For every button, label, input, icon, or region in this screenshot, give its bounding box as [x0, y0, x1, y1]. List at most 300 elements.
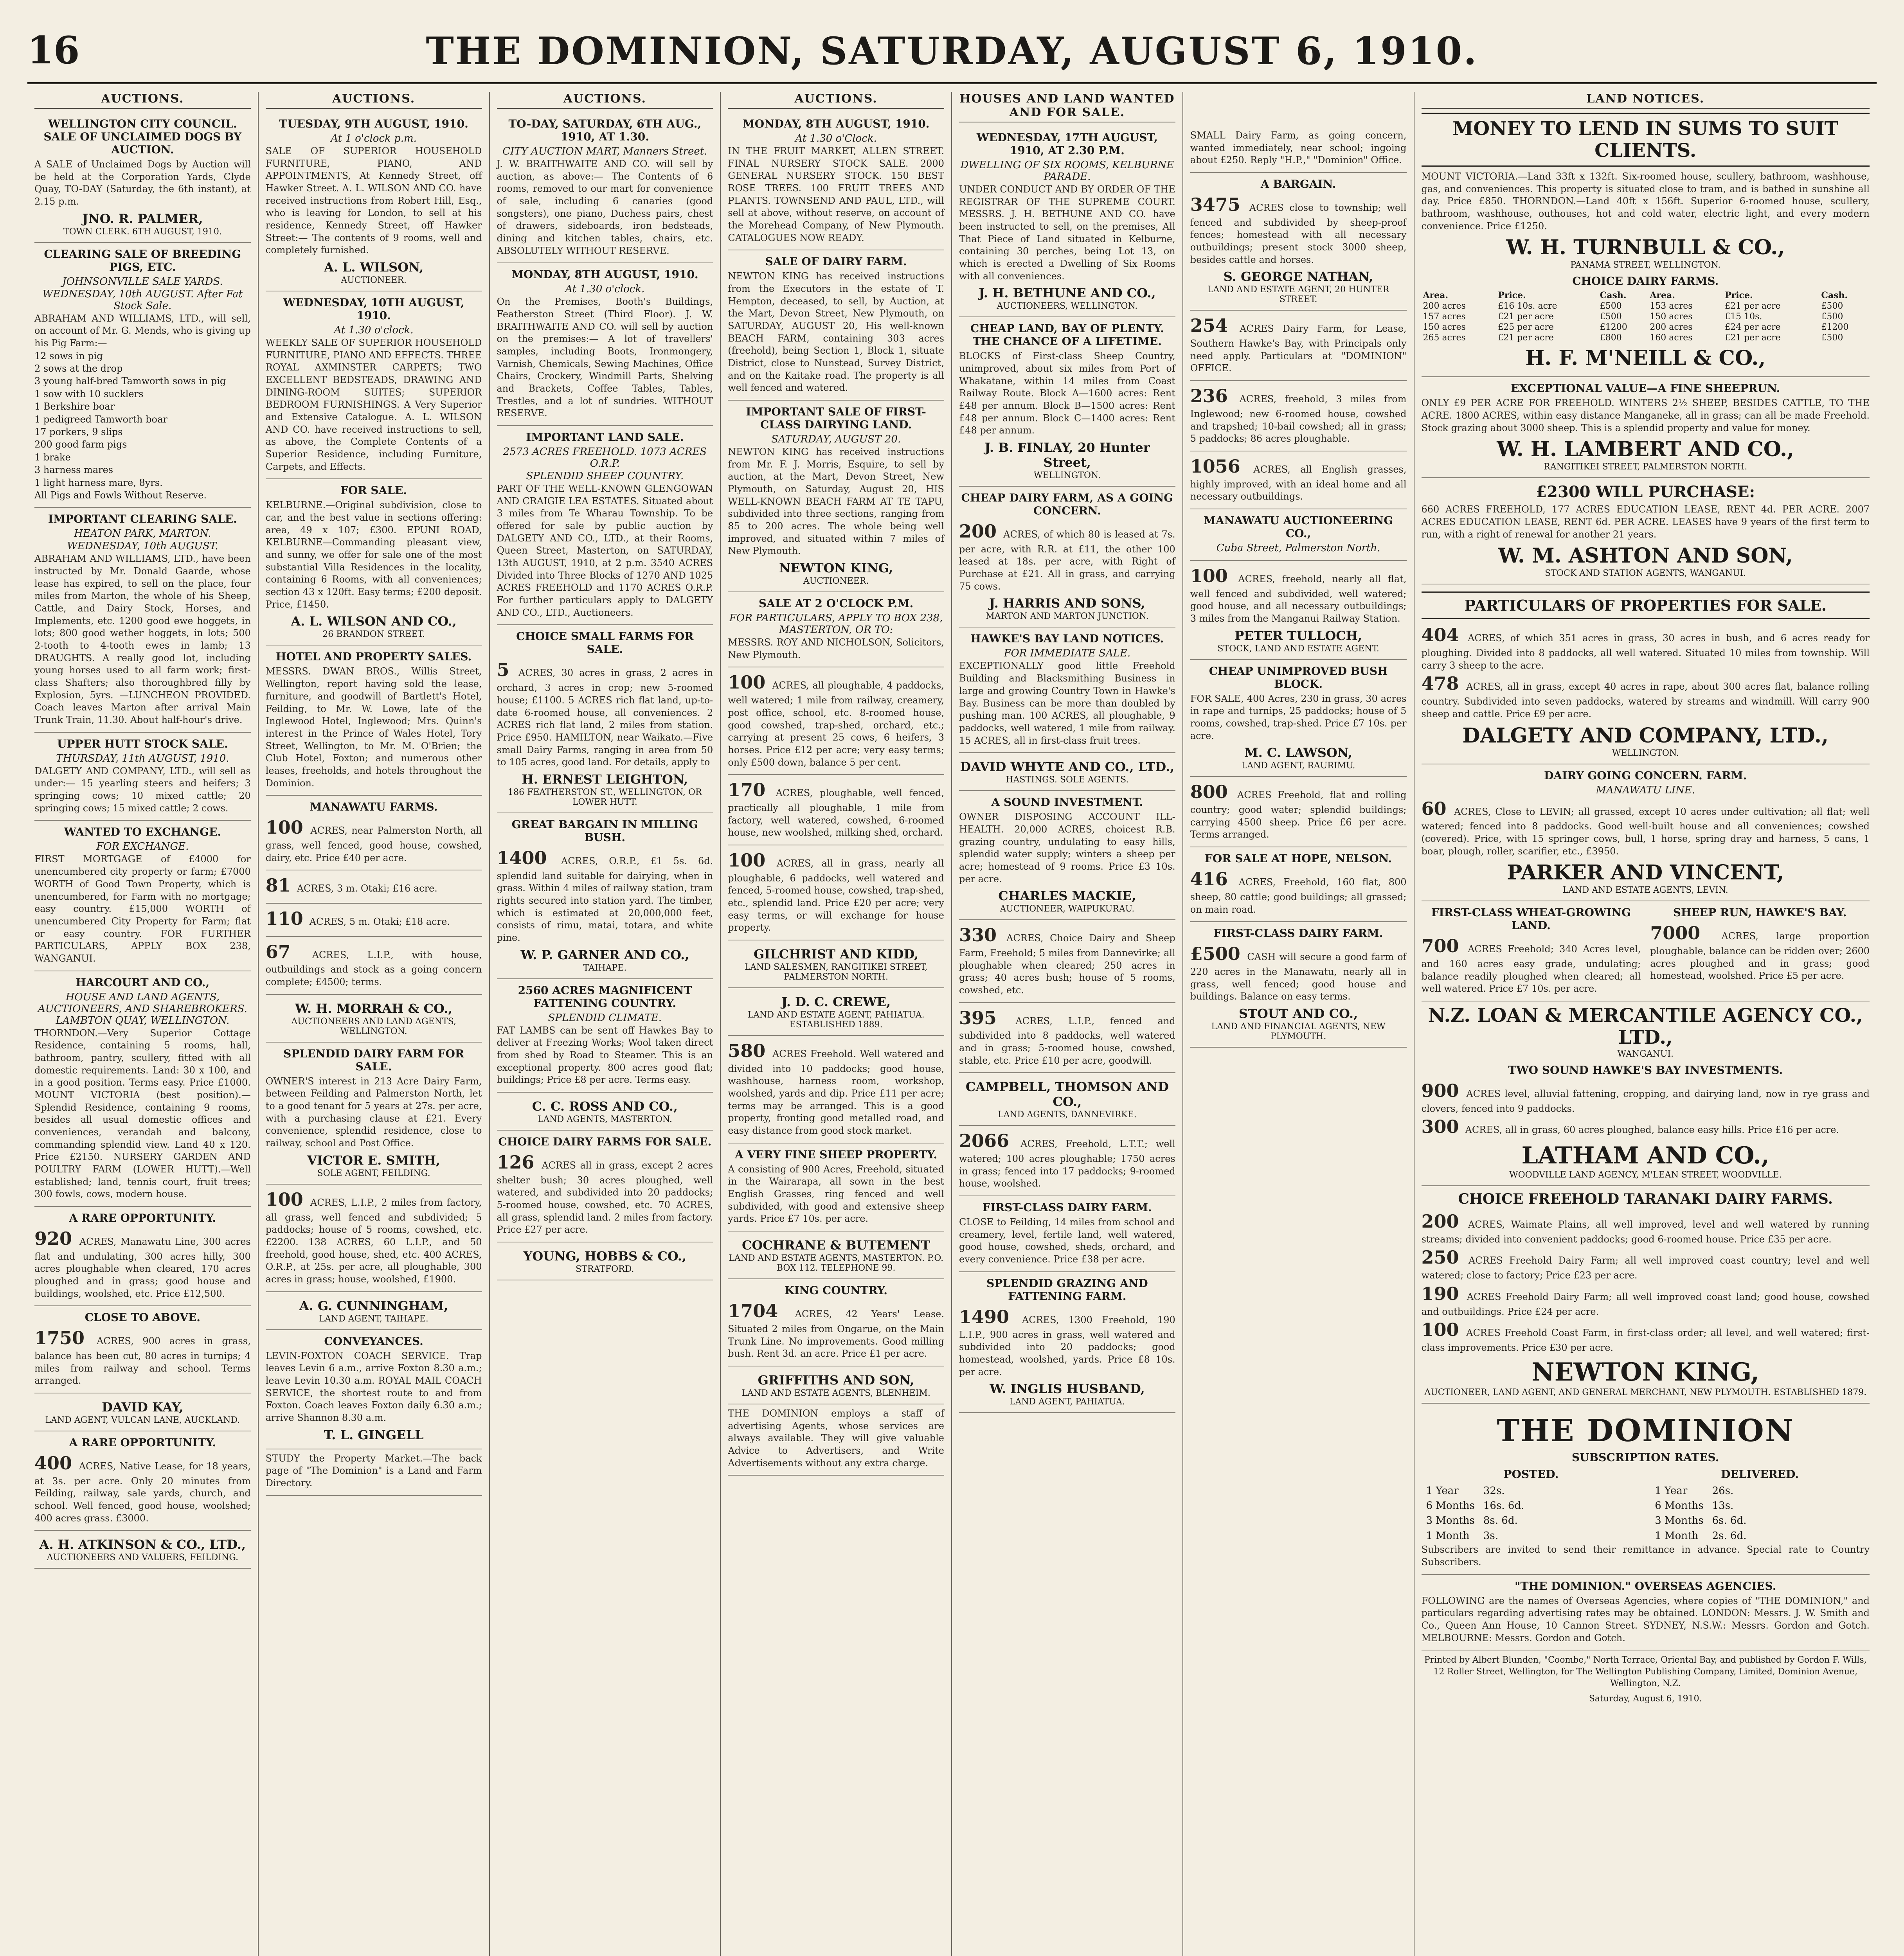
- ad-heading: A RARE OPPORTUNITY.: [69, 1211, 216, 1224]
- ad-signature: J. H. BETHUNE AND CO.,: [979, 286, 1156, 301]
- ad-body: 126 ACRES all in grass, except 2 acres shelter bush; 30 acres ploughed, well watered, and subdivided into 20 paddocks; 5-roomed house, cowshed, etc. 70 ACRES, all grass, splendid land. 2 miles from factory. Price £27 per acre.: [497, 1152, 713, 1235]
- ad-body: BLOCKS of First-class Sheep Country, unimproved, about six miles from Port of Whakatane, within 14 miles from Coast Railway Route. Block A—1600 acres: Rent £48 per annum. Block B—1500 acres: Rent £48 per annum. Block C—1400 acres: Rent £48 per annum.: [959, 351, 1175, 436]
- ad-signature: S. GEORGE NATHAN,: [1223, 269, 1373, 284]
- ad-list-line: 1 brake: [34, 451, 71, 463]
- advertisement: [34, 1393, 251, 1431]
- advertisement: [266, 937, 482, 995]
- table-cell: 8s. 6d.: [1483, 1515, 1518, 1527]
- column-4: [721, 92, 952, 1956]
- ad-signature-sub: LAND AND ESTATE AGENTS, MASTERTON. P.O. BOX 112. TELEPHONE 99.: [729, 1253, 944, 1273]
- ad-subheading: FOR IMMEDIATE SALE.: [1004, 647, 1131, 660]
- advertisement: [34, 733, 251, 821]
- section-heading: CHOICE FREEHOLD TARANAKI DAIRY FARMS.: [1458, 1191, 1833, 1208]
- table-row: [1422, 322, 1870, 333]
- table-row: [1422, 1499, 1528, 1513]
- section-heading: £2300 WILL PURCHASE:: [1536, 483, 1755, 502]
- ad-body: 416 ACRES, Freehold, 160 flat, 800 sheep, 80 cattle; good buildings; all grassed; on main road.: [1190, 868, 1407, 915]
- ad-signature-sub: SOLE AGENT, FEILDING.: [317, 1168, 430, 1178]
- ad-body: 170 ACRES, ploughable, well fenced, practically all ploughable, 1 mile from factory, well watered, cowshed, 6-roomed house, new woolshed, milking shed, orchard.: [728, 779, 944, 838]
- ad-body: SALE OF SUPERIOR HOUSEHOLD FURNITURE, PIANO, AND APPOINTMENTS, At Kennedy Street, off Hawker Street. A. L. WILSON AND CO. have received instructions from Robert Hill, Esq., who is leaving for London, to sell at his residence, Kennedy Street, off Hawker Street:— The contents of 9 rooms, well and completely furnished.: [265, 146, 482, 256]
- table-row: [1651, 1499, 1750, 1513]
- ad-body: THORNDON.—Very Superior Cottage Residence, containing 5 rooms, hall, bathroom, pantry, scullery, fitted with all domestic requirements. Land: 30 x 100, and in a good position. Terms easy. Price £1000. MOUNT VICTORIA (best position).—Splendid Residence, containing 9 rooms, besides all usual domestic offices and conveniences, verandah and balcony, commanding splendid view. Land 40 x 120. Price £2150. NURSERY GARDEN AND POULTRY FARM (LOWER HUTT).—Well established; land, tennis court, fruit trees; 300 fowls, cows, modern house.: [34, 1027, 251, 1200]
- table-cell: 1 Year: [1426, 1485, 1459, 1497]
- ad-heading: SPLENDID DAIRY FARM FOR SALE.: [283, 1047, 464, 1073]
- table-cell: 3s.: [1483, 1530, 1499, 1542]
- table-cell: £15 10s.: [1725, 312, 1762, 322]
- rates-heading: DELIVERED.: [1721, 1467, 1799, 1481]
- ad-heading: WELLINGTON CITY COUNCIL. SALE OF UNCLAIMED DOGS BY AUCTION.: [43, 117, 242, 156]
- ad-subheading: WEDNESDAY, 10th AUGUST.: [67, 540, 218, 552]
- ad-subheading: JOHNSONVILLE SALE YARDS.: [62, 275, 223, 288]
- ad-signature: H. ERNEST LEIGHTON,: [522, 771, 688, 787]
- agent-name: NEWTON KING,: [1531, 1357, 1760, 1387]
- advertisement: [34, 1207, 251, 1306]
- advertisement: [728, 1231, 944, 1279]
- advertisement: [1190, 922, 1407, 1048]
- advertisement: [959, 317, 1175, 487]
- advertisement: [497, 1131, 713, 1242]
- ad-body: 81 ACRES, 3 m. Otaki; £16 acre.: [265, 875, 437, 896]
- advertisement: [728, 940, 944, 988]
- table-row: [1651, 1514, 1750, 1528]
- ad-lead-number: £500: [1190, 943, 1247, 965]
- ad-list-line: 1 pedigreed Tamworth boar: [34, 413, 167, 425]
- notice-body: 700 ACRES Freehold; 340 Acres level, and 160 acres easy grade, undulating; balance readily ploughed when cleared; all well watered. Price £7 10s. per acre.: [1421, 935, 1641, 994]
- ad-subheading: THURSDAY, 11th AUGUST, 1910.: [56, 752, 229, 764]
- notice-body: ONLY £9 PER ACRE FOR FREEHOLD. WINTERS 2½ SHEEP, BESIDES CATTLE, TO THE ACRE. 1800 ACRES, within easy distance Manganeke, all in grass; can all be made Freehold. Stock grazing about 3000 sheep. This is a splendid property and value for money.: [1421, 397, 1870, 433]
- table-row: [1651, 1484, 1750, 1498]
- ad-subheading: SPLENDID SHEEP COUNTRY.: [526, 470, 684, 482]
- ad-body: 580 ACRES Freehold. Well watered and divided into 10 paddocks; good house, washhouse, harness room, workshop, woolshed, yards and dip. Price £11 per acre; terms may be arranged. This is a good property, fronting good metalled road, and easy distance from good stock market.: [728, 1040, 944, 1136]
- table-cell: Price.: [1725, 290, 1753, 301]
- section-heading: DAIRY GOING CONCERN. FARM.: [1544, 769, 1747, 782]
- ad-heading: A RARE OPPORTUNITY.: [69, 1436, 216, 1449]
- ad-list-line: 3 young half-bred Tamworth sows in pig: [34, 376, 226, 387]
- ad-body: J. W. BRAITHWAITE AND CO. will sell by auction, as above:— The Contents of 6 rooms, removed to our mart for convenience of sale, including 6 canaries (good songsters), one piano, Duchess pairs, chest of drawers, sideboards, iron bedsteads, dining and kitchen tables, chairs, etc. ABSOLUTELY WITHOUT RESERVE.: [497, 158, 713, 256]
- ad-signature-sub: LAND AGENTS, DANNEVIRKE.: [997, 1110, 1137, 1120]
- table-cell: 157 acres: [1423, 312, 1466, 322]
- ad-body: 3475 ACRES close to township; well fenced and subdivided by sheep-proof fences; homestead with all necessary outbuildings; present stock 3000 sheep, besides cattle and horses.: [1190, 194, 1407, 265]
- ad-heading: CHOICE SMALL FARMS FOR SALE.: [516, 630, 694, 656]
- ad-signature: W. H. MORRAH & CO.,: [295, 1001, 453, 1016]
- ad-body: 100 ACRES, near Palmerston North, all grass, well fenced, good house, cowshed, dairy, etc. Price £40 per acre.: [265, 817, 482, 863]
- ad-body: 2066 ACRES, Freehold, L.T.T.; well watered; 100 acres ploughable; 1750 acres in grass; fenced into 17 paddocks; 9-roomed house, woolshed.: [959, 1130, 1175, 1189]
- col2-ads: [266, 113, 482, 1496]
- advertisement: [266, 1292, 482, 1330]
- ad-list-line: 17 porkers, 9 slips: [34, 426, 123, 438]
- agent-name: H. F. M'NEILL & CO.,: [1525, 346, 1766, 370]
- ad-body: A consisting of 900 Acres, Freehold, situated in the Wairarapa, all sown in the best English Grasses, ring fenced and well subdivided, with good and extensive sheep yards. Price £7 10s. per acre.: [728, 1163, 944, 1224]
- table-cell: £1200: [1600, 322, 1627, 333]
- table-row: [1651, 1529, 1750, 1543]
- ad-subheading: FOR EXCHANGE.: [96, 841, 189, 853]
- table-row: [1422, 290, 1870, 301]
- agent-name: LATHAM AND CO.,: [1521, 1142, 1769, 1170]
- table-row: [1422, 311, 1870, 322]
- advertisement: [1190, 509, 1407, 561]
- advertisement: [497, 979, 713, 1093]
- table-cell: £500: [1600, 301, 1622, 311]
- advertisement: [728, 592, 944, 667]
- ad-signature: VICTOR E. SMITH,: [307, 1152, 441, 1168]
- ad-list-line: 3 harness mares: [34, 464, 113, 476]
- ad-heading: FIRST-CLASS DAIRY FARM.: [1213, 927, 1383, 940]
- ad-body: 200 ACRES, of which 80 is leased at 7s. per acre, with R.R. at £11, the other 100 leased at 18s. per acre, with Right of Purchase at £21. All in grass, and carrying 75 cows.: [959, 521, 1175, 592]
- ad-list-line: 200 good farm pigs: [34, 439, 127, 450]
- ad-heading: HARCOURT AND CO.,: [76, 976, 210, 989]
- agent-address: WELLINGTON.: [1612, 748, 1679, 758]
- notice-body: 60 ACRES, Close to LEVIN; all grassed, except 10 acres under cultivation; all flat; well watered; fenced into 8 paddocks. Good well-built house and all conveniences; cowshed (covered). Price, with 15 springer cows, bull, 1 horse, spring dray and harness, 5 cans, 1 boar, plough, roller, scarifier, etc., £3950.: [1421, 798, 1870, 857]
- col3-ads: [497, 113, 713, 1280]
- ad-subheading: Cuba Street, Palmerston North.: [1216, 542, 1380, 554]
- table-cell: Cash.: [1821, 290, 1848, 301]
- ad-signature-sub: AUCTIONEERS AND VALUERS, FEILDING.: [47, 1553, 239, 1563]
- advertisement: [959, 753, 1175, 791]
- ad-heading: SALE AT 2 O'CLOCK P.M.: [758, 597, 914, 610]
- advertisement: [34, 1306, 251, 1393]
- notice-body: 478 ACRES, all in grass, except 40 acres in rape, about 300 acres flat, balance rolling country. Subdivided into seven paddocks, watered by streams and windmill. Will carry 900 sheep and cattle. Price £9 per acre.: [1421, 673, 1870, 719]
- notice-body: 300 ACRES, all in grass, 60 acres ploughed, balance easy hills. Price £16 per acre.: [1421, 1116, 1839, 1138]
- ad-body: On the Premises, Booth's Buildings, Featherston Street (Third Floor). J. W. BRAITHWAITE AND CO. will sell by auction on the premises:— A lot of travellers' samples, including Boots, Ironmongery, Varnish, Chemicals, Sewing Machines, Office Chairs, Crockery, Windmill Parts, Shelving and Brackets, Coffee Tables, Tables, Trestles, and a lot of sundries. WITHOUT RESERVE.: [497, 296, 713, 419]
- ad-signature: DAVID KAY,: [102, 1400, 184, 1415]
- ad-signature-sub: LAND AGENT, RAURIMU.: [1241, 761, 1355, 771]
- table-cell: 1 Month: [1426, 1530, 1470, 1542]
- ad-body: 1704 ACRES, 42 Years' Lease. Situated 2 miles from Ongarue, on the Main Trunk Line. No improvements. Good milling bush. Rent 3d. an acre. Price £1 per acre.: [728, 1300, 944, 1359]
- ad-signature-sub: AUCTIONEERS AND LAND AGENTS, WELLINGTON.: [291, 1016, 456, 1036]
- agent-name: W. M. ASHTON AND SON,: [1498, 544, 1793, 568]
- table-cell: 200 acres: [1650, 322, 1693, 333]
- advertisement: [728, 1404, 944, 1476]
- ad-signature-sub: LAND AND FINANCIAL AGENTS, NEW PLYMOUTH.: [1211, 1021, 1386, 1041]
- ad-lead-number: 100: [1190, 565, 1238, 586]
- ad-heading: UPPER HUTT STOCK SALE.: [57, 737, 228, 750]
- ad-heading: FOR SALE AT HOPE, NELSON.: [1204, 852, 1392, 865]
- ad-signature-sub: TOWN CLERK. 6TH AUGUST, 1910.: [63, 227, 222, 237]
- ad-lead-number: 100: [728, 672, 772, 693]
- ad-signature-sub: LAND AND ESTATE AGENTS, BLENHEIM.: [741, 1388, 930, 1398]
- ad-signature-sub: MARTON AND MARTON JUNCTION.: [986, 611, 1149, 622]
- ad-heading: A SOUND INVESTMENT.: [991, 796, 1143, 809]
- table-cell: Area.: [1650, 290, 1675, 301]
- ad-lead-number: 920: [34, 1228, 79, 1249]
- ad-body: £500 CASH will secure a good farm of 220 acres in the Manawatu, nearly all in grass, well fenced; good house and buildings. Balance on easy terms.: [1190, 943, 1407, 1002]
- ad-subheading: At 1.30 o'Clock.: [795, 133, 877, 144]
- section-banner: PARTICULARS OF PROPERTIES FOR SALE.: [1422, 591, 1870, 619]
- ad-body: 100 ACRES, L.I.P., 2 miles from factory, all grass, well fenced and subdivided; 5 paddocks; house of 5 rooms, cowshed, etc. £2200. 138 ACRES, 60 L.I.P., and 50 freehold, good house, shed, etc. 400 ACRES, O.R.P., at 25s. per acre, all ploughable, 300 acres in grass; house, woolshed, £1900.: [265, 1188, 482, 1285]
- advertisement: [1190, 561, 1407, 660]
- advertisement: [266, 870, 482, 904]
- ad-body: ABRAHAM AND WILLIAMS, LTD., will sell, on account of Mr. G. Mends, who is giving up his Pig Farm:—: [34, 313, 251, 349]
- table-cell: £25 per acre: [1498, 322, 1554, 333]
- ad-body: OWNER'S interest in 213 Acre Dairy Farm, between Feilding and Palmerston North, let to a good tenant for 5 years at 27s. per acre, with a purchasing clause at £21. Every convenience, splendid residence, close to railway, school and Post Office.: [265, 1075, 482, 1149]
- notice-body: 7000 ACRES, large proportion ploughable, balance can be ridden over; 2600 acres ploughed and in grass; good homestead, woolshed. Price £5 per acre.: [1650, 922, 1870, 982]
- ad-body: 920 ACRES, Manawatu Line, 300 acres flat and undulating, 300 acres hilly, 300 acres ploughable when cleared, 170 acres ploughed and in grass; good house and buildings, woolshed, etc. Price £12,500.: [34, 1228, 251, 1299]
- ad-lead-number: 580: [728, 1040, 772, 1062]
- table-cell: £500: [1821, 301, 1843, 311]
- table-cell: Price.: [1498, 290, 1526, 301]
- ad-subheading: At 1 o'clock p.m.: [331, 133, 417, 144]
- ad-body: IN THE FRUIT MARKET, ALLEN STREET. FINAL NURSERY STOCK SALE. 2000 GENERAL NURSERY STOCK. 150 BEST ROSE TREES. 100 FRUIT TREES AND PLANTS. TOWNSEND AND PAUL, LTD., will sell at above, without reserve, on account of the Morehead Company, of New Plymouth. CATALOGUES NOW READY.: [728, 146, 944, 243]
- advertisement: [497, 1242, 713, 1280]
- ad-body: EXCEPTIONALLY good little Freehold Building and Blacksmithing Business in large and growing Country Town in Hawke's Bay. Business can be more than doubled by pushing man. 100 ACRES, all ploughable, 9 paddocks, well watered, 1 mile from railway. 15 ACRES, all in first-class fruit trees.: [959, 660, 1175, 746]
- ad-subheading: CITY AUCTION MART, Manners Street.: [502, 146, 707, 157]
- table-cell: 32s.: [1483, 1485, 1505, 1497]
- ad-subheading: SPLENDID CLIMATE.: [548, 1012, 662, 1024]
- columns-grid: [27, 92, 1877, 1956]
- advertisement: [266, 479, 482, 645]
- table-cell: £16 10s. acre: [1498, 301, 1557, 311]
- table-row: [1422, 1484, 1528, 1498]
- ad-body: 330 ACRES, Choice Dairy and Sheep Farm, Freehold; 5 miles from Dannevirke; all ploughable when cleared; 250 acres in grass; 40 acres bush; house of 5 rooms, cowshed, etc.: [959, 924, 1175, 996]
- ad-body: THE DOMINION employs a staff of advertising Agents, whose services are always available. They will give valuable Advice to Advertisers, and Write Advertisements without any extra charge.: [728, 1408, 944, 1469]
- ad-body: A SALE of Unclaimed Dogs by Auction will be held at the Corporation Yards, Clyde Quay, TO-DAY (Saturday, the 6th instant), at 2.15 p.m.: [34, 159, 251, 207]
- ad-signature-sub: LAND AGENT, PAHIATUA.: [1009, 1397, 1125, 1407]
- agent-name: W. H. TURNBULL & CO.,: [1506, 236, 1785, 260]
- ad-signature-sub: AUCTIONEER.: [803, 576, 869, 586]
- ad-body: 100 ACRES, freehold, nearly all flat, well fenced and subdivided, well watered; good house, and all necessary outbuildings; 3 miles from the Manganui Railway Station.: [1190, 565, 1407, 624]
- ad-body: CLOSE to Feilding, 14 miles from school and creamery, level, fertile land, well watered, good house, cowshed, sheds, orchard, and every convenience. Price £38 per acre.: [959, 1217, 1175, 1265]
- section-subheading: MANAWATU LINE.: [1596, 784, 1695, 796]
- ad-body: KELBURNE.—Original subdivision, close to car, and the best value in sections offering: area, 49 x 107; £300. EPUNI ROAD, KELBURNE—Commanding pleasant view, and sunny, we offer for sale one of the most substantial Villa Residences in the locality, containing 6 Rooms, with all conveniences; section 43 x 120ft. Easy terms; £200 deposit. Price, £1450.: [265, 500, 482, 610]
- ad-body: ABRAHAM AND WILLIAMS, LTD., have been instructed by Mr. Donald Gaarde, whose lease has expired, to sell on the place, four miles from Marton, the whole of his Sheep, Cattle, and Dairy Stock, Horses, and Implements, etc. 1200 good ewe hoggets, in lots; 800 good wether hoggets, in lots; 500 2-tooth to 4-tooth ewes in lamb; 13 DRAUGHTS. A really good lot, including young horses used to all farm work; first-class Shafters; also thoroughbred filly by Explosion, 5yrs. —LUNCHEON PROVIDED. Coach leaves Marton after arrival Main Trunk Train, 11.30. About half-hour's drive.: [34, 553, 251, 726]
- ad-subheading: At 1.30 o'clock.: [334, 324, 414, 336]
- rates-table-posted: [1422, 1483, 1529, 1544]
- ad-heading: TO-DAY, SATURDAY, 6TH AUG., 1910, AT 1.30.: [508, 117, 702, 143]
- ad-body: DALGETY AND COMPANY, LTD., will sell as under:— 15 yearling steers and heifers; 3 springing cows; 10 mixed cattle; 20 springing cows; 15 mixed cattle; 2 cows.: [34, 765, 251, 814]
- advertisement: [728, 113, 944, 250]
- notice-body: 250 ACRES Freehold Dairy Farm; all well improved coast country; level and well watered; close to factory; Price £23 per acre.: [1421, 1247, 1870, 1281]
- ad-body: 100 ACRES, all in grass, nearly all ploughable, 6 paddocks, well watered and fenced, 5-roomed house, cowshed, trap-shed, etc., splendid land. Price £20 per acre; very easy terms, or will exchange for house property.: [728, 849, 944, 933]
- ad-heading: 2560 ACRES MAGNIFICENT FATTENING COUNTRY.: [518, 983, 692, 1010]
- ad-body: 110 ACRES, 5 m. Otaki; £18 acre.: [265, 908, 450, 929]
- advertisement: [34, 508, 251, 732]
- ad-signature: YOUNG, HOBBS & CO.,: [523, 1249, 687, 1264]
- ad-body: MESSRS. ROY AND NICHOLSON, Solicitors, New Plymouth.: [728, 637, 944, 660]
- ad-signature-sub: AUCTIONEERS, WELLINGTON.: [997, 301, 1138, 311]
- ad-signature-sub: WELLINGTON.: [1033, 471, 1101, 481]
- ad-body: 1750 ACRES, 900 acres in grass, balance has been cut, 80 acres in turnips; 4 miles from railway and school. Terms arranged.: [34, 1327, 251, 1386]
- ad-signature: PETER TULLOCH,: [1235, 628, 1362, 643]
- ad-lead-number: 170: [728, 779, 776, 801]
- advertisement: [497, 113, 713, 263]
- ad-signature: W. P. GARNER AND CO.,: [520, 947, 689, 962]
- agent-name: DALGETY AND COMPANY, LTD.,: [1462, 723, 1829, 748]
- table-cell: 150 acres: [1423, 322, 1466, 333]
- section-heading: CHOICE DAIRY FARMS.: [1572, 275, 1719, 288]
- ad-signature-sub: LAND AGENTS, MASTERTON.: [537, 1115, 672, 1125]
- ad-body: 395 ACRES, L.I.P., fenced and subdivided into 8 paddocks, well watered and in grass; 5-roomed house, cowshed, stable, etc. Price £10 per acre, goodwill.: [959, 1007, 1175, 1066]
- section-heading: SHEEP RUN, HAWKE'S BAY.: [1673, 906, 1847, 919]
- ad-body: NEWTON KING has received instructions from Mr. F. J. Morris, Esquire, to sell by auction, at the Mart, Devon Street, New Plymouth, on Saturday, August 20, HIS WELL-KNOWN BEACH FARM AT TE TAPU, subdivided into three sections, ranging from 85 to 200 acres. The whole being well improved, and situated within 7 miles of New Plymouth.: [728, 446, 944, 557]
- table-cell: £500: [1600, 312, 1622, 322]
- ad-signature: COCHRANE & BUTEMENT: [741, 1238, 930, 1253]
- section-heading: "THE DOMINION." OVERSEAS AGENCIES.: [1515, 1579, 1776, 1593]
- notice-body: 900 ACRES level, alluvial fattening, cropping, and dairying land, now in rye grass and clovers, fenced into 9 paddocks.: [1421, 1080, 1870, 1114]
- notice-body: FOLLOWING are the names of Overseas Agencies, where copies of "THE DOMINION," and particulars regarding advertising rates may be obtained. LONDON: Messrs. J. W. Smith and Co., Queen Ann House, 10 Cannon Street. SYDNEY, N.S.W.: Messrs. Gordon and Gotch. MELBOURNE: Messrs. Gordon and Gotch.: [1421, 1595, 1870, 1643]
- advertisement: [497, 426, 713, 625]
- ad-lead-number: 1490: [959, 1306, 1022, 1327]
- ad-heading: MONDAY, 8TH AUGUST, 1910.: [742, 117, 930, 130]
- ad-signature: T. L. GINGELL: [324, 1427, 424, 1442]
- ad-lead-number: 1750: [34, 1327, 97, 1349]
- ad-subheading: FOR PARTICULARS, APPLY TO BOX 238, MASTERTON, OR TO:: [729, 612, 943, 636]
- ad-heading: WEDNESDAY, 10TH AUGUST, 1910.: [283, 296, 464, 322]
- ad-heading: IMPORTANT LAND SALE.: [526, 431, 684, 444]
- ad-signature: J. HARRIS AND SONS,: [989, 596, 1145, 611]
- rates-heading: POSTED.: [1503, 1467, 1559, 1481]
- ad-signature-sub: LAND SALESMEN, RANGITIKEI STREET, PALMERSTON NORTH.: [744, 962, 928, 982]
- ad-body: UNDER CONDUCT AND BY ORDER OF THE REGISTRAR OF THE SUPREME COURT. MESSRS. J. H. BETHUNE AND CO. have been instructed to sell, on the premises, All That Piece of Land situated in Kelburne, containing 30 perches, being Lot 13, on which is erected a Dwelling of Six Rooms with all conveniences.: [959, 184, 1175, 282]
- advertisement: [959, 1126, 1175, 1196]
- ad-lead-number: 100: [728, 849, 777, 871]
- ad-body: 800 ACRES Freehold, flat and rolling country; good water; splendid buildings; carrying 4500 sheep. Price £6 per acre. Terms arranged.: [1190, 781, 1407, 840]
- ad-body: FIRST MORTGAGE of £4000 for unencumbered city property or farm; £7000 WORTH of Good Town Property, which is unencumbered, for Farm with no mortgage; easy country. £15,000 WORTH of unencumbered City Property for Farm; flat or easy country. FOR FURTHER PARTICULARS, APPLY BOX 238, WANGANUI.: [34, 854, 251, 964]
- ad-subheading: HEATON PARK, MARTON.: [74, 528, 211, 540]
- table-cell: £500: [1821, 312, 1843, 322]
- agent-address: PANAMA STREET, WELLINGTON.: [1570, 260, 1721, 270]
- advertisement: [34, 1531, 251, 1569]
- ad-signature-sub: HASTINGS. SOLE AGENTS.: [1006, 775, 1129, 785]
- table-cell: Cash.: [1600, 290, 1627, 301]
- agent-name: PARKER AND VINCENT,: [1507, 861, 1784, 885]
- ad-lead-number: 254: [1190, 315, 1240, 336]
- ad-heading: CHEAP LAND, BAY OF PLENTY. THE CHANCE OF A LIFETIME.: [970, 322, 1164, 348]
- table-cell: 200 acres: [1423, 301, 1466, 311]
- ad-list-line: 1 light harness mare, 8yrs.: [34, 477, 163, 488]
- column-2: [259, 92, 490, 1956]
- advertisement: [728, 667, 944, 775]
- advertisement: [959, 1196, 1175, 1272]
- advertisement: [959, 1003, 1175, 1073]
- ad-signature-sub: 26 BRANDON STREET.: [322, 629, 425, 640]
- table-cell: £1200: [1821, 322, 1849, 333]
- ad-subheading: DWELLING OF SIX ROOMS, KELBURNE PARADE.: [960, 159, 1174, 183]
- table-cell: Area.: [1423, 290, 1449, 301]
- ad-lead-number: 200: [959, 521, 1004, 542]
- ad-lead-number: 416: [1190, 868, 1239, 890]
- advertisement: [1190, 777, 1407, 847]
- advertisement: [34, 113, 251, 243]
- advertisement: [266, 1185, 482, 1292]
- ad-lead-number: 1056: [1190, 455, 1254, 477]
- advertisement: [266, 904, 482, 937]
- notice-body: 200 ACRES, Waimate Plains, all well improved, level and well watered by running streams; divided into convenient paddocks; good 6-roomed house. Price £35 per acre.: [1421, 1211, 1870, 1245]
- ad-signature: A. L. WILSON,: [324, 260, 424, 275]
- ad-body: 236 ACRES, freehold, 3 miles from Inglewood; new 6-roomed house, cowshed and trapshed; 10-bail cowshed; all in grass; 5 paddocks; 86 acres ploughable.: [1190, 385, 1407, 444]
- ad-signature: M. C. LAWSON,: [1244, 745, 1353, 760]
- ad-subheading: At 1.30 o'clock.: [565, 283, 645, 295]
- dominion-title: THE DOMINION: [1497, 1413, 1794, 1449]
- ad-signature-sub: STOCK, LAND AND ESTATE AGENT.: [1217, 644, 1379, 654]
- table-cell: £21 per acre: [1498, 333, 1554, 343]
- ad-signature: A. H. ATKINSON & CO., LTD.,: [39, 1537, 246, 1552]
- ad-signature: A. G. CUNNINGHAM,: [299, 1298, 448, 1313]
- ad-heading: FOR SALE.: [340, 484, 407, 497]
- ad-heading: MANAWATU AUCTIONEERING CO.,: [1203, 514, 1393, 540]
- agent-address: WANGANUI.: [1617, 1049, 1674, 1059]
- ad-heading: WEDNESDAY, 17TH AUGUST, 1910, AT 2.30 P.M.: [976, 131, 1158, 157]
- ad-body: PART OF THE WELL-KNOWN GLENGOWAN AND CRAIGIE LEA ESTATES. Situated about 3 miles from Te Wharau Township. To be offered for sale by public auction by DALGETY AND CO., LTD., at their Rooms, Queen Street, Masterton, on SATURDAY, 13th AUGUST, 1910, at 2 p.m. 3540 ACRES Divided into Three Blocks of 1270 AND 1025 ACRES FREEHOLD and 1170 ACRES O.R.P. For further particulars apply to DALGETY AND CO., LTD., Auctioneers.: [497, 483, 713, 618]
- notice-body: 404 ACRES, of which 351 acres in grass, 30 acres in bush, and 6 acres ready for ploughing. Divided into 8 paddocks, all well watered. Situated 10 miles from township. Will carry 3 sheep to the acre.: [1421, 624, 1870, 671]
- column-1: [27, 92, 259, 1956]
- advertisement: [266, 113, 482, 291]
- ad-signature: CAMPBELL, THOMSON AND CO.,: [965, 1079, 1169, 1109]
- ad-body: 67 ACRES, L.I.P., with house, outbuildings and stock as a going concern complete; £4500; terms.: [265, 941, 482, 988]
- column-heading: HOUSES AND LAND WANTED AND FOR SALE.: [959, 92, 1175, 122]
- ad-heading: CHOICE DAIRY FARMS FOR SALE.: [498, 1135, 712, 1149]
- ad-signature-sub: STRATFORD.: [576, 1264, 634, 1275]
- table-row: [1422, 333, 1870, 343]
- ad-heading: CLEARING SALE OF BREEDING PIGS, ETC.: [44, 247, 241, 273]
- column-heading: AUCTIONS.: [266, 92, 482, 109]
- advertisement: [728, 250, 944, 401]
- advertisement: [34, 243, 251, 508]
- column-land-notices: [1415, 92, 1877, 1956]
- ad-list-line: 12 sows in pig: [34, 350, 103, 361]
- ad-signature-sub: AUCTIONEER, WAIPUKURAU.: [1000, 904, 1135, 914]
- ad-heading: MONDAY, 8TH AUGUST, 1910.: [511, 268, 698, 281]
- column-heading: AUCTIONS.: [728, 92, 944, 109]
- ad-body: 5 ACRES, 30 acres in grass, 2 acres in orchard, 3 acres in crop; new 5-roomed house; £1100. 5 ACRES rich flat land, up-to-date 6-roomed house, all conveniences. 2 ACRES rich flat land, 2 miles from station. Price £950. HAMILTON, near Waikato.—Five small Dairy Farms, ranging in area from 50 to 105 acres, good land. For details, apply to: [497, 659, 713, 768]
- ad-body: 100 ACRES, all ploughable, 4 paddocks, well watered; 1 mile from railway, creamery, post office, school, etc. 8-roomed house, good cowshed, trap-shed, orchard, etc.; carrying at present 25 cows, 6 heifers, 3 horses. Price £12 per acre; very easy terms; only £500 down, balance 5 per cent.: [728, 672, 944, 768]
- notice-body: 100 ACRES Freehold Coast Farm, in first-class order; all level, and well watered; first-class improvements. Price £30 per acre.: [1421, 1319, 1870, 1353]
- ad-lead-number: 330: [959, 924, 1007, 946]
- ad-signature: CHARLES MACKIE,: [998, 888, 1136, 904]
- advertisement: [728, 1143, 944, 1231]
- ad-lead-number: 3475: [1190, 194, 1249, 216]
- table-row: [1422, 1529, 1528, 1543]
- ad-signature: DAVID WHYTE AND CO., LTD.,: [960, 759, 1175, 775]
- agent-address: RANGITIKEI STREET, PALMERSTON NORTH.: [1544, 462, 1747, 472]
- imprint: Printed by Albert Blunden, "Coombe," North Terrace, Oriental Bay, and published by Gordon F. Wills, 12 Roller Street, Wellington, for The Wellington Publishing Company, Limited, Dominion Avenue, Wellington, N.Z.: [1424, 1655, 1867, 1688]
- ad-lead-number: 126: [497, 1152, 542, 1173]
- advertisement: [728, 845, 944, 940]
- masthead: [27, 23, 1877, 84]
- ad-signature: GILCHRIST AND KIDD,: [753, 947, 919, 962]
- column-heading: AUCTIONS.: [497, 92, 713, 109]
- ad-signature-sub: LAND AND ESTATE AGENT, 20 HUNTER STREET.: [1207, 285, 1389, 305]
- table-cell: 13s.: [1712, 1500, 1734, 1512]
- ad-heading: A BARGAIN.: [1260, 178, 1336, 191]
- advertisement: [266, 995, 482, 1043]
- advertisement: [959, 791, 1175, 920]
- ad-signature-sub: LAND AGENT, VULCAN LANE, AUCKLAND.: [45, 1415, 240, 1426]
- ad-subheading: 2573 ACRES FREEHOLD. 1073 ACRES O.R.P.: [503, 446, 707, 470]
- advertisement: [1190, 173, 1407, 311]
- notice-body: 660 ACRES FREEHOLD, 177 ACRES EDUCATION LEASE, RENT 4d. PER ACRE. 2007 ACRES EDUCATION LEASE, RENT 6d. PER ACRE. LEASES have 9 years of the first term to run, with a right of renewal for another 21 years.: [1421, 504, 1870, 540]
- ad-heading: IMPORTANT SALE OF FIRST-CLASS DAIRYING LAND.: [746, 405, 926, 431]
- ad-heading: HAWKE'S BAY LAND NOTICES.: [970, 632, 1164, 645]
- ad-lead-number: 100: [265, 817, 311, 838]
- ad-heading: MANAWATU FARMS.: [310, 800, 438, 814]
- ad-subheading: HOUSE AND LAND AGENTS, AUCTIONEERS, AND SHAREBROKERS. LAMBTON QUAY, WELLINGTON.: [38, 991, 247, 1027]
- ad-lead-number: 81: [265, 875, 297, 896]
- ad-signature-sub: LAND AGENT, TAIHAPE.: [319, 1314, 428, 1324]
- table-row: [1422, 301, 1870, 311]
- column-3: [490, 92, 721, 1956]
- col4-ads: [728, 113, 944, 1476]
- table-cell: 6s. 6d.: [1712, 1515, 1747, 1527]
- table-cell: £800: [1600, 333, 1622, 343]
- ad-signature: GRIFFITHS AND SON,: [758, 1372, 914, 1388]
- ad-lead-number: 1400: [497, 847, 561, 868]
- section-heading: SUBSCRIPTION RATES.: [1571, 1451, 1719, 1464]
- ad-heading: CHEAP UNIMPROVED BUSH BLOCK.: [1209, 664, 1388, 690]
- advertisement: [728, 988, 944, 1036]
- table-cell: £21 per acre: [1498, 312, 1554, 322]
- agent-address: STOCK AND STATION AGENTS, WANGANUI.: [1545, 568, 1746, 579]
- ad-body: SMALL Dairy Farm, as going concern, wanted immediately, near school; ingoing about £250. Reply "H.P.," "Dominion" Office.: [1190, 130, 1407, 166]
